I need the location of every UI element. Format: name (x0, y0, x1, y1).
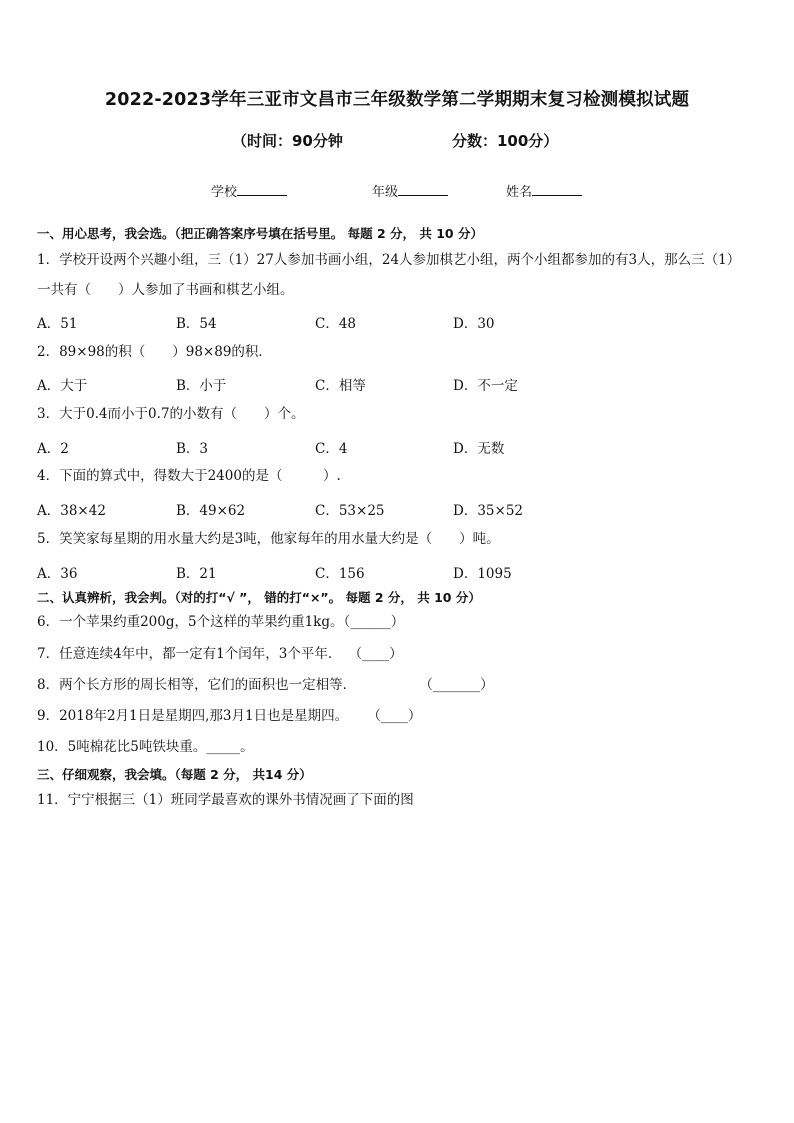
school-field (211, 181, 287, 200)
option-d[interactable]: D．无数 (453, 441, 505, 457)
page-title: 2022-2023学年三亚市文昌市三年级数学第二学期期末复习检测模拟试题 (104, 90, 690, 110)
question-4: 4．下面的算式中，得数大于2400的是（ ）. (37, 468, 341, 484)
question-1-line-2: 一共有（ ）人参加了书画和棋艺小组。 (37, 282, 294, 298)
section-heading: 一、用心思考，我会选。（把正确答案序号填在括号里。 每题 2 分， 共 10 分） (37, 226, 483, 241)
question-11: 11．宁宁根据三（1）班同学最喜欢的课外书情况画了下面的图 (37, 792, 414, 808)
exam-time: （时间：90分钟 (232, 132, 343, 150)
grade-label: 年级 (372, 185, 399, 200)
option-a[interactable]: A．51 (37, 316, 78, 332)
school-blank[interactable] (237, 181, 287, 196)
option-c[interactable]: C．156 (315, 566, 365, 582)
option-b[interactable]: B．3 (176, 441, 209, 457)
option-b[interactable]: B．49×62 (176, 503, 246, 519)
question-2: 2．89×98的积（ ）98×89的积． (37, 344, 272, 360)
question-8-text: 8．两个长方形的周长相等，它们的面积也一定相等． (37, 677, 357, 693)
option-c[interactable]: C．48 (315, 316, 357, 332)
name-blank[interactable] (532, 181, 582, 196)
answer-paren[interactable]: （_______） (426, 677, 494, 693)
option-d[interactable]: D．30 (453, 316, 495, 332)
name-label: 姓名 (506, 185, 533, 200)
option-b[interactable]: B．54 (176, 316, 217, 332)
question-8 (37, 676, 494, 694)
question-6 (37, 613, 404, 631)
question-9-text: 9．2018年2月1日是星期四,那3月1日也是星期四。 (37, 708, 349, 724)
grade-field (372, 181, 448, 200)
answer-paren[interactable]: （____） (355, 646, 403, 662)
grade-blank[interactable] (398, 181, 448, 196)
option-b[interactable]: B．小于 (176, 378, 227, 394)
question-5: 5．笑笑家每星期的用水量大约是3吨，他家每年的用水量大约是（ ）吨。 (37, 531, 500, 547)
name-field (506, 181, 582, 200)
option-a[interactable]: A．大于 (37, 378, 88, 394)
option-a[interactable]: A．2 (37, 441, 69, 457)
option-c[interactable]: C．相等 (315, 378, 366, 394)
option-d[interactable]: D．不一定 (453, 378, 518, 394)
option-a[interactable]: A．36 (37, 566, 78, 582)
question-7-text: 7．任意连续4年中，都一定有1个闰年，3个平年． (37, 646, 342, 662)
option-d[interactable]: D．1095 (453, 566, 512, 582)
question-7 (37, 645, 403, 663)
exam-score: 分数：100分） (452, 132, 559, 150)
question-9 (37, 707, 421, 725)
option-d[interactable]: D．35×52 (453, 503, 523, 519)
option-b[interactable]: B．21 (176, 566, 217, 582)
option-a[interactable]: A．38×42 (37, 503, 106, 519)
section-heading: 三、仔细观察，我会填。（每题 2 分， 共14 分） (37, 767, 312, 782)
option-c[interactable]: C．4 (315, 441, 348, 457)
section-heading: 二、认真辨析，我会判。（对的打“√ ”， 错的打“×”。 每题 2 分， 共 10 分） (37, 590, 481, 605)
question-3: 3．大于0.4而小于0.7的小数有（ ）个。 (37, 406, 305, 422)
answer-paren[interactable]: （______） (343, 614, 405, 630)
question-10: 10．5吨棉花比5吨铁块重。_____。 (37, 739, 254, 755)
answer-paren[interactable]: （____） (374, 708, 422, 724)
question-6-text: 6．一个苹果约重200g，5个这样的苹果约重1kg。 (37, 614, 344, 630)
question-1-line-1: 1．学校开设两个兴趣小组，三（1）27人参加书画小组，24人参加棋艺小组，两个小组都参加的有3人，那么三（1） (37, 252, 741, 268)
school-label: 学校 (211, 185, 238, 200)
option-c[interactable]: C．53×25 (315, 503, 385, 519)
